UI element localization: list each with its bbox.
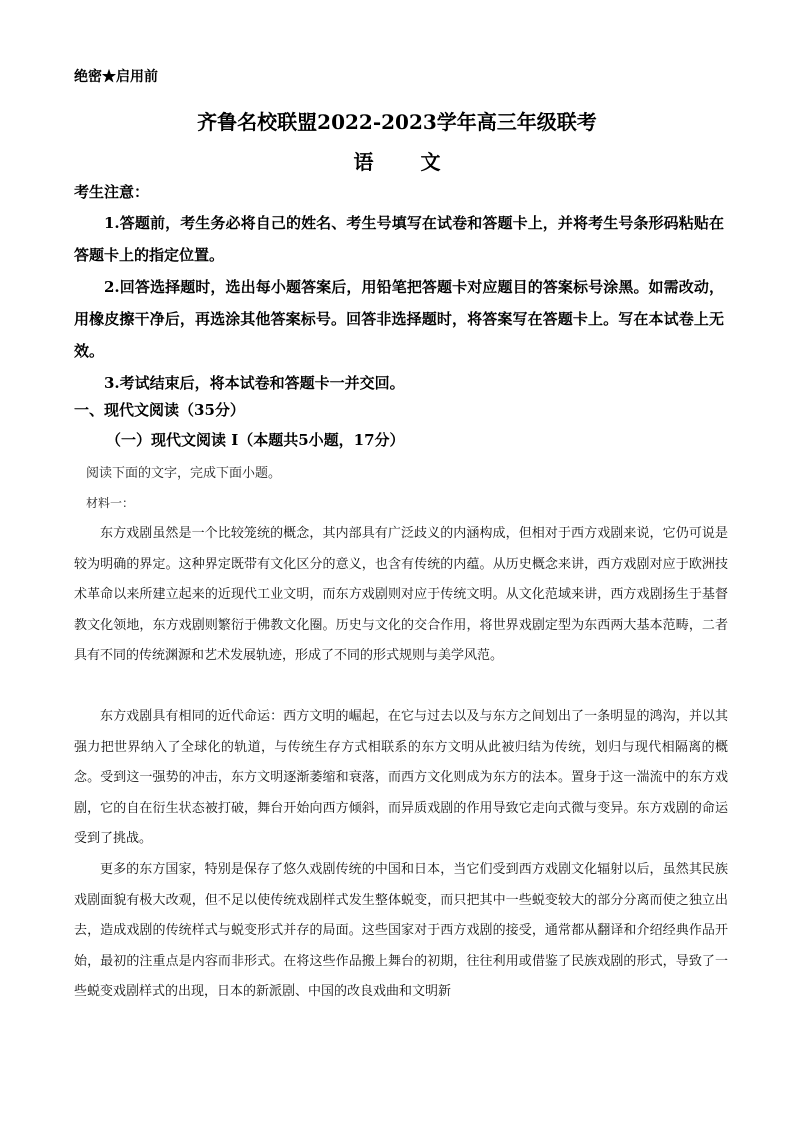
notice-item-3: 3.考试结束后，将本试卷和答题卡一并交回。: [104, 374, 405, 392]
passage-paragraph: 更多的东方国家，特别是保存了悠久戏剧传统的中国和日本，当它们受到西方戏剧文化辐射以后，虽然其民族戏剧面貌有极大改观，但不足以使传统戏剧样式发生整体蜕变，而只把其中一些蜕变较大的部分分离而使之独立出去，造成戏剧的传统样式与蜕变形式并存的局面。这些国家对于西方戏剧的接受，通常都从翻译和介绍经典作品开始，最初的注重点是内容而非形式。在将这些作品搬上舞台的初期，往往利用或借鉴了民族戏剧的形式，导致了一些蜕变戏剧样式的出现，日本的新派剧、中国的改良戏曲和文明新: [74, 862, 728, 1000]
exam-title: 齐鲁名校联盟2022-2023学年高三年级联考: [197, 110, 597, 134]
material-label: 材料一：: [86, 496, 135, 510]
passage-paragraph: 东方戏剧具有相同的近代命运：西方文明的崛起，在它与过去以及与东方之间划出了一条明显的鸿沟，并以其强力把世界纳入了全球化的轨道，与传统生存方式相联系的东方文明从此被归结为传统，划归与现代相隔离的概念。受到这一强势的冲击，东方文明逐渐萎缩和衰落，而西方文化则成为东方的法本。置身于这一湍流中的东方戏剧，它的自在衍生状态被打破，舞台开始向西方倾斜，而异质戏剧的作用导致它走向式微与变异。东方戏剧的命运受到了挑战。: [74, 709, 728, 847]
notice-heading: 考生注意：: [74, 183, 150, 201]
passage-paragraph: 东方戏剧虽然是一个比较笼统的概念，其内部具有广泛歧义的内涵构成，但相对于西方戏剧来说，它仍可说是较为明确的界定。这种界定既带有文化区分的意义，也含有传统的内蕴。从历史概念来讲，西方戏剧对应于欧洲技术革命以来所建立起来的近现代工业文明，而东方戏剧则对应于传统文明。从文化范域来讲，西方戏剧扬生于基督教文化领地，东方戏剧则繁衍于佛教文化圈。历史与文化的交合作用，将世界戏剧定型为东西两大基本范畴，二者具有不同的传统渊源和艺术发展轨迹，形成了不同的形式规则与美学风范。: [74, 526, 728, 664]
notice-item-2: 2.回答选择题时，选出每小题答案后，用铅笔把答题卡对应题目的答案标号涂黑。如需改动，用橡皮擦干净后，再选涂其他答案标号。回答非选择题时，将答案写在答题卡上。写在本试卷上无效。: [74, 278, 724, 360]
reading-instruction: 阅读下面的文字，完成下面小题。: [86, 466, 282, 481]
section-heading: 一、现代文阅读（35分）: [74, 401, 245, 419]
subsection-heading: （一）现代文阅读 I（本题共5小题，17分）: [106, 431, 405, 449]
notice-item-1: 1.答题前，考生务必将自己的姓名、考生号填写在试卷和答题卡上，并将考生号条形码粘贴在答题卡上的指定位置。: [74, 214, 724, 264]
subject-title: 语 文: [353, 150, 461, 174]
confidential-mark: 绝密★启用前: [74, 69, 158, 85]
